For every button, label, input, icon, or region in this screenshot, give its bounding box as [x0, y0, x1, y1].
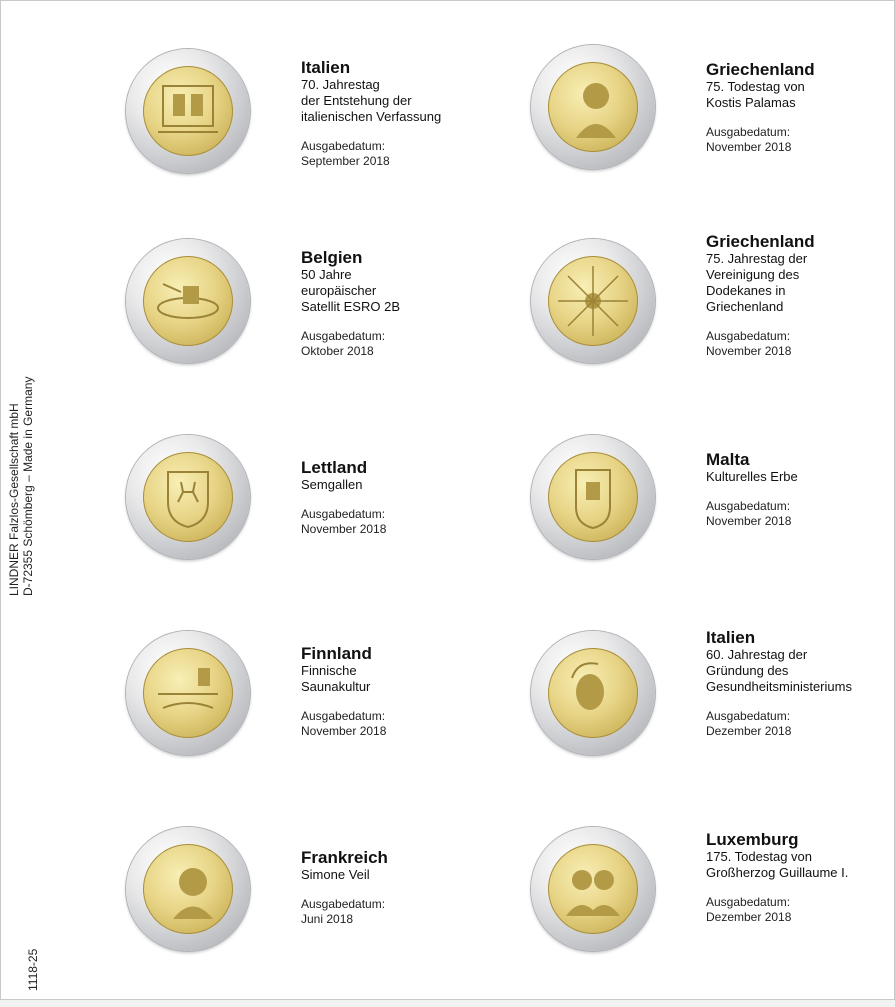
satellite-icon: [143, 256, 233, 346]
issue-date: November 2018: [706, 344, 792, 358]
description-line: 70. Jahrestag: [301, 77, 380, 92]
coin-image: [126, 827, 250, 951]
coin-text: [706, 233, 895, 359]
coin-text: [706, 629, 895, 739]
coin-entry-greece-dodecanese: [531, 232, 895, 419]
issue-label: Ausgabedatum:: [706, 329, 791, 343]
coin-text: [706, 61, 895, 155]
coin-image: [531, 435, 655, 559]
portrait-icon: [143, 844, 233, 934]
country-title: Finnland: [301, 644, 372, 663]
description-line: Dodekanes in: [706, 283, 786, 298]
issue-label: Ausgabedatum:: [706, 895, 791, 909]
issue-label: Ausgabedatum:: [706, 709, 791, 723]
country-title: Luxemburg: [706, 830, 799, 849]
description-line: 50 Jahre: [301, 267, 352, 282]
constitution-signing-icon: [143, 66, 233, 156]
description-line: der Entstehung der: [301, 93, 412, 108]
coin-image: [126, 239, 250, 363]
issue-date: Dezember 2018: [706, 724, 792, 738]
country-title: Griechenland: [706, 232, 815, 251]
issue-label: Ausgabedatum:: [301, 897, 386, 911]
country-title: Lettland: [301, 458, 368, 477]
description-line: Kulturelles Erbe: [706, 469, 798, 484]
country-title: Malta: [706, 450, 750, 469]
description-line: 60. Jahrestag der: [706, 647, 808, 662]
sun-rays-icon: [548, 256, 638, 346]
coin-entry-finland: [126, 631, 571, 811]
coin-image: [531, 827, 655, 951]
double-portrait-icon: [548, 844, 638, 934]
description-line: Semgallen: [301, 477, 363, 492]
country-title: Frankreich: [301, 848, 388, 867]
coin-entry-france: [126, 827, 571, 1007]
face-icon: [548, 648, 638, 738]
description-line: Vereinigung des: [706, 267, 800, 282]
description-line: Kostis Palamas: [706, 95, 796, 110]
description-line: Gründung des: [706, 663, 789, 678]
coin-text: [706, 451, 895, 529]
coin-image: [126, 435, 250, 559]
coin-entry-greece-palamas: [531, 45, 895, 225]
coin-entry-malta: [531, 435, 895, 615]
issue-date: November 2018: [706, 140, 792, 154]
issue-date: Oktober 2018: [301, 344, 374, 358]
issue-label: Ausgabedatum:: [301, 139, 386, 153]
description-line: Großherzog Guillaume I.: [706, 865, 849, 880]
country-title: Griechenland: [706, 60, 815, 79]
publisher-line-2: D-72355 Schömberg – Made in Germany: [21, 376, 35, 596]
issue-label: Ausgabedatum:: [301, 507, 386, 521]
publisher-note: [7, 336, 35, 596]
description-line: italienischen Verfassung: [301, 109, 442, 124]
coin-entry-italy-constitution: [126, 49, 571, 229]
issue-date: November 2018: [301, 724, 387, 738]
description-line: 175. Todestag von: [706, 849, 813, 864]
issue-label: Ausgabedatum:: [706, 499, 791, 513]
coin-entry-italy-health: [531, 628, 895, 811]
coin-image: [531, 631, 655, 755]
description-line: 75. Jahrestag der: [706, 251, 808, 266]
sauna-lake-icon: [143, 648, 233, 738]
coin-text: [706, 831, 895, 925]
description-line: Simone Veil: [301, 867, 370, 882]
issue-date: November 2018: [706, 514, 792, 528]
issue-date: Dezember 2018: [706, 910, 792, 924]
coin-image: [531, 239, 655, 363]
issue-date: November 2018: [301, 522, 387, 536]
page-code: 1118-25: [26, 948, 40, 991]
description-line: europäischer: [301, 283, 377, 298]
issue-label: Ausgabedatum:: [301, 329, 386, 343]
portrait-icon: [548, 62, 638, 152]
coin-entry-latvia: [126, 435, 571, 615]
description-line: Gesundheitsministeriums: [706, 679, 852, 694]
coin-image: [531, 45, 655, 169]
description-line: Saunakultur: [301, 679, 371, 694]
coin-entry-belgium-esro: [126, 239, 571, 419]
description-line: Griechenland: [706, 299, 784, 314]
issue-label: Ausgabedatum:: [706, 125, 791, 139]
issue-date: Juni 2018: [301, 912, 354, 926]
country-title: Belgien: [301, 248, 363, 267]
elk-shield-icon: [143, 452, 233, 542]
coin-image: [126, 49, 250, 173]
country-title: Italien: [301, 58, 351, 77]
coin-entry-luxembourg: [531, 827, 895, 1007]
description-line: 75. Todestag von: [706, 79, 805, 94]
publisher-line-1: LINDNER Falzlos-Gesellschaft mbH: [7, 403, 21, 596]
issue-date: September 2018: [301, 154, 390, 168]
description-line: Satellit ESRO 2B: [301, 299, 400, 314]
issue-label: Ausgabedatum:: [301, 709, 386, 723]
coin-image: [126, 631, 250, 755]
country-title: Italien: [706, 628, 756, 647]
heritage-shield-icon: [548, 452, 638, 542]
description-line: Finnische: [301, 663, 357, 678]
